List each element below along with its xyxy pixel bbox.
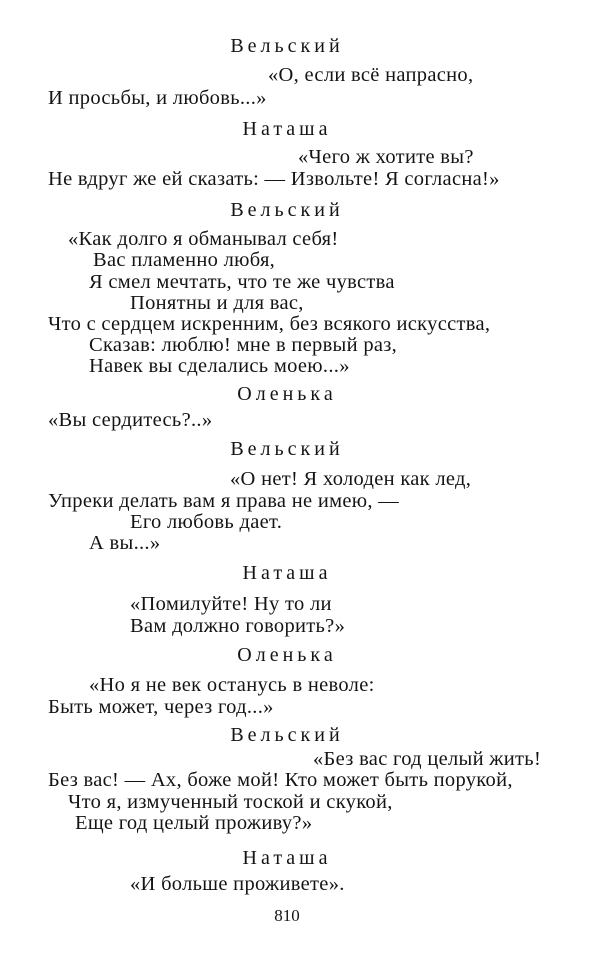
speaker-name: Вельский: [230, 199, 344, 221]
verse-line: Сказав: люблю! мне в первый раз,: [89, 334, 398, 356]
verse-line: Навек вы сделались моею...»: [89, 355, 350, 377]
verse-line: Вам должно говорить?»: [130, 615, 346, 637]
verse-line: «О нет! Я холоден как лед,: [230, 468, 472, 490]
verse-line: Я смел мечтать, что те же чувства: [89, 271, 395, 293]
verse-line: Его любовь дает.: [130, 511, 283, 533]
verse-line: Не вдруг же ей сказать: — Извольте! Я согласна!»: [48, 168, 500, 190]
speaker-name: Оленька: [237, 644, 337, 666]
speaker-name: Наташа: [242, 118, 332, 140]
verse-line: Быть может, через год...»: [48, 696, 274, 718]
verse-line: Без вас! — Ах, боже мой! Кто может быть порукой,: [48, 769, 513, 791]
verse-line: «Но я не век останусь в неволе:: [89, 674, 375, 696]
verse-line: «Как долго я обманывал себя!: [68, 228, 339, 250]
speaker-name: Наташа: [242, 847, 332, 869]
page-number: 810: [274, 906, 300, 925]
verse-line: «Вы сердитесь?..»: [48, 409, 213, 431]
verse-line: Упреки делать вам я права не имею, —: [48, 490, 400, 512]
speaker-name: Вельский: [230, 35, 344, 57]
verse-line: Вас пламенно любя,: [93, 249, 276, 271]
speaker-name: Вельский: [230, 438, 344, 460]
verse-line: «Помилуйте! Ну то ли: [130, 593, 332, 615]
verse-line: Что я, измученный тоской и скукой,: [68, 791, 393, 813]
verse-line: «Чего ж хотите вы?: [298, 146, 474, 168]
verse-line: «И больше проживете».: [130, 873, 345, 895]
verse-line: Понятны и для вас,: [130, 292, 304, 314]
verse-line: И просьбы, и любовь...»: [48, 87, 267, 109]
verse-line: «О, если всё напрасно,: [268, 64, 474, 86]
speaker-name: Вельский: [230, 724, 344, 746]
speaker-name: Наташа: [242, 562, 332, 584]
verse-line: Что с сердцем искренним, без всякого искусства,: [48, 313, 491, 335]
verse-line: А вы...»: [89, 532, 161, 554]
speaker-name: Оленька: [237, 383, 337, 405]
verse-line: Еще год целый проживу?»: [75, 812, 313, 834]
verse-line: «Без вас год целый жить!: [313, 748, 542, 770]
